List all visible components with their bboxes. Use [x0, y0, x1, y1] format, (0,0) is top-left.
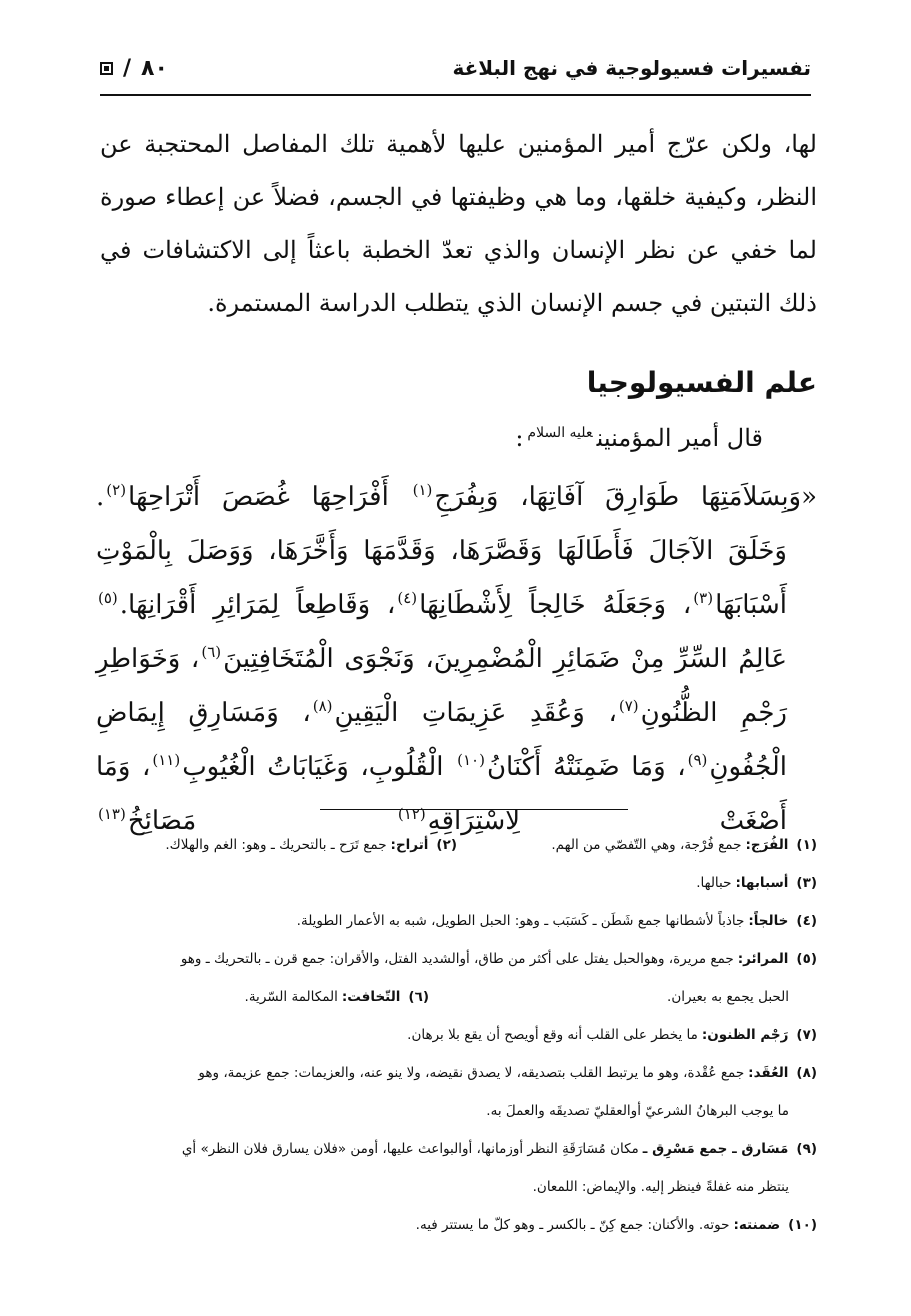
- square-bullet-icon: [100, 62, 113, 75]
- footnote-term: العُقَد:: [748, 1065, 789, 1081]
- footnote-5-continued: الحبل يجمع به بعيران.: [667, 989, 789, 1005]
- footnote-term: رَجْم الظنون:: [701, 1027, 789, 1043]
- footnote-ref: (٥): [98, 589, 118, 608]
- page-number-block: [100, 56, 168, 81]
- quote-text: أَفْرَاحِهَا غُصَصَ أَتْرَاحِهَا: [128, 482, 389, 512]
- footnote-10: [100, 1206, 817, 1244]
- quote-text: ، وَخَوَاطِرِ رَجْمِ الظُّنُونِ: [96, 644, 787, 728]
- footnote-text: جاذباً لأشطانها جمع شَطَن ـ كَسَبَب ـ وهو: الحبل الطويل، شبه به الأعمار الطويلة.: [296, 913, 745, 929]
- quote-intro-text: قال أمير المؤمنين: [596, 424, 763, 452]
- footnote-number: (٢): [436, 837, 457, 853]
- quote-text: ، وَمَا ضَمِنَتْهُ أَكْنَانُ: [486, 752, 686, 782]
- footnote-text: جمع تَرَح ـ بالتحريك ـ وهو: الغم والهلاك.: [165, 837, 387, 853]
- footnote-2: [165, 837, 457, 853]
- quote-text: عَالِمُ السِّرِّ مِنْ ضَمَائِرِ الْمُضْمِرِينَ، وَنَجْوَى الْمُتَخَافِتِينَ: [223, 644, 787, 674]
- footnote-text: جمع فُرْجة، وهي التّفصّي من الهم.: [551, 837, 742, 853]
- footnote-6: [245, 989, 429, 1005]
- footnote-8-continued: ما يوجب البرهانُ الشرعيّ أوالعقليّ تصديقَه والعملَ به.: [486, 1103, 789, 1119]
- quote-text: الْقُلُوبِ، وَغَيَابَاتُ الْغُيُوبِ: [182, 752, 444, 782]
- footnote-term: التّخافت:: [341, 989, 401, 1005]
- footnote-4: [100, 902, 817, 940]
- footnote-3: [100, 864, 817, 902]
- quote-text: ، وَمَسَارِقِ إِيمَاضِ الْجُفُونِ: [96, 698, 788, 782]
- footnote-9-continued: ينتظر منه غفلةً فينظر إليه. والإيماض: اللمعان.: [532, 1179, 789, 1195]
- footnote-ref: (٨): [312, 697, 333, 716]
- footnote-number: (٩): [796, 1141, 817, 1157]
- footnote-text: جمع مريرة، وهوالحبل يفتل على أكثر من طاق، أوالشديد الفتل، والأقران: جمع قرن ـ بالتحريك ـ وهو: [180, 951, 734, 967]
- section-title: علم الفسيولوجيا: [586, 366, 817, 399]
- page-number: ٨٠: [141, 55, 168, 81]
- footnote-ref: (٤): [397, 589, 418, 608]
- footnote-term: الفُرَج:: [745, 837, 789, 853]
- quote-intro: [515, 424, 763, 452]
- footnote-ref: (١١): [152, 751, 181, 770]
- footnote-number: (٣): [796, 875, 817, 891]
- footnote-number: (١٠): [788, 1217, 817, 1233]
- footnote-number: (٥): [796, 951, 817, 967]
- quote-text: «وَبِسَلاَمَتِهَا طَوَارِقَ آفَاتِهَا، وَبِفُرَجِ: [434, 482, 818, 512]
- quote-text: ، وَمَا أَصْغَتْ لِاسْتِرَاقِهِ: [96, 752, 787, 836]
- sermon-quote: [96, 470, 817, 848]
- footnote-text: المكالمة السّرية.: [244, 989, 338, 1005]
- footnote-ref: (٩): [687, 751, 708, 770]
- quote-paragraph-3: [96, 632, 817, 848]
- footnote-text: ما يخطر على القلب أنه وقع أويصح أن يقع بلا برهان.: [407, 1027, 698, 1043]
- footnote-5: [100, 940, 817, 978]
- footnote-9: [100, 1130, 817, 1168]
- quote-text: مَصَائِخُ: [127, 806, 197, 836]
- footnote-ref: (٧): [618, 697, 639, 716]
- separator: /: [123, 55, 132, 81]
- footnote-term: أسبابها:: [735, 875, 789, 891]
- footnote-ref: (١٣): [98, 805, 126, 824]
- footnote-number: (٤): [796, 913, 817, 929]
- footnote-text: جمع عُقْدة، وهو ما يرتبط القلب بتصديقه، لا يصدق نقيضه، ولا ينو عنه، والعزيمات: جمع عزيمة، وهو: [198, 1065, 745, 1081]
- footnote-row: [100, 978, 817, 1016]
- footnote-term: المرائر:: [737, 951, 789, 967]
- footnote-ref: (٦): [201, 643, 222, 662]
- footnote-term: خالجاً:: [748, 913, 789, 929]
- footnote-term: مَسَارق ـ جمع مَسْرِق ـ: [642, 1141, 789, 1157]
- footnote-7: [100, 1016, 817, 1054]
- footnote-8: [100, 1054, 817, 1092]
- footnote-text: حوته. والأكنان: جمع كِنّ ـ بالكسر ـ وهو كلّ ما يستتر فيه.: [415, 1217, 730, 1233]
- footnote-ref: (١): [412, 481, 433, 500]
- quote-text: ، وَجَعَلَهُ خَالِجاً لِأَشْطَانِهَا: [419, 590, 692, 620]
- footnote-ref: (١٠): [457, 751, 485, 770]
- quote-paragraph-2: [96, 524, 817, 632]
- quote-text: .: [96, 482, 105, 512]
- honorific: عليه السلام: [527, 425, 593, 441]
- header-divider: [100, 94, 811, 96]
- intro-paragraph: لها، ولكن عرّج أمير المؤمنين عليها لأهمية تلك المفاصل المحتجبة عن النظر، وكيفية خلقها، وما هي وظيفتها في الجسم، فضلاً عن إعطاء صورة لما خفي عن نظر الإنسان والذي تعدّ الخطبة باعثاً إلى الاكتشافات في ذلك التبتين في جسم الإنسان الذي يتطلب الدراسة المستمرة.: [100, 130, 817, 317]
- page-header: [100, 48, 811, 88]
- quote-text: ، وَعُقَدِ عَزِيمَاتِ الْيَقِينِ: [334, 698, 617, 728]
- footnotes: [100, 826, 817, 1244]
- footnote-ref: (١٢): [397, 805, 426, 824]
- quote-intro-colon: :: [515, 424, 524, 452]
- footnote-row: [100, 826, 817, 864]
- footnote-divider: [320, 809, 628, 810]
- footnote-text: مكان مُسَارَقَةِ النظر أوزمانها، أوالبواعث عليها، أومن «فلان يسارق فلان النظر» أي: [181, 1141, 639, 1157]
- footnote-number: (٦): [408, 989, 429, 1005]
- footnote-number: (٨): [796, 1065, 817, 1081]
- quote-paragraph-1: [96, 470, 817, 524]
- footnote-term: أتراح:: [390, 837, 429, 853]
- footnote-term: ضمنته:: [733, 1217, 781, 1233]
- quote-text: ، وَقَاطِعاً لِمَرَائِرِ أَقْرَانِهَا.: [119, 590, 396, 620]
- running-title: تفسيرات فسيولوجية في نهج البلاغة: [452, 56, 811, 80]
- footnote-number: (٧): [796, 1027, 817, 1043]
- quote-text: وَخَلَقَ الآجَالَ فَأَطَالَهَا وَقَصَّرَهَا، وَقَدَّمَهَا وَأَخَّرَهَا، وَوَصَلَ بِالْمَوْتِ أَسْبَابَهَا: [96, 536, 787, 620]
- footnote-1: [457, 837, 817, 853]
- footnote-number: (١): [796, 837, 817, 853]
- footnote-text: حبالها.: [696, 875, 732, 891]
- footnote-ref: (٣): [693, 589, 714, 608]
- footnote-ref: (٢): [106, 481, 127, 500]
